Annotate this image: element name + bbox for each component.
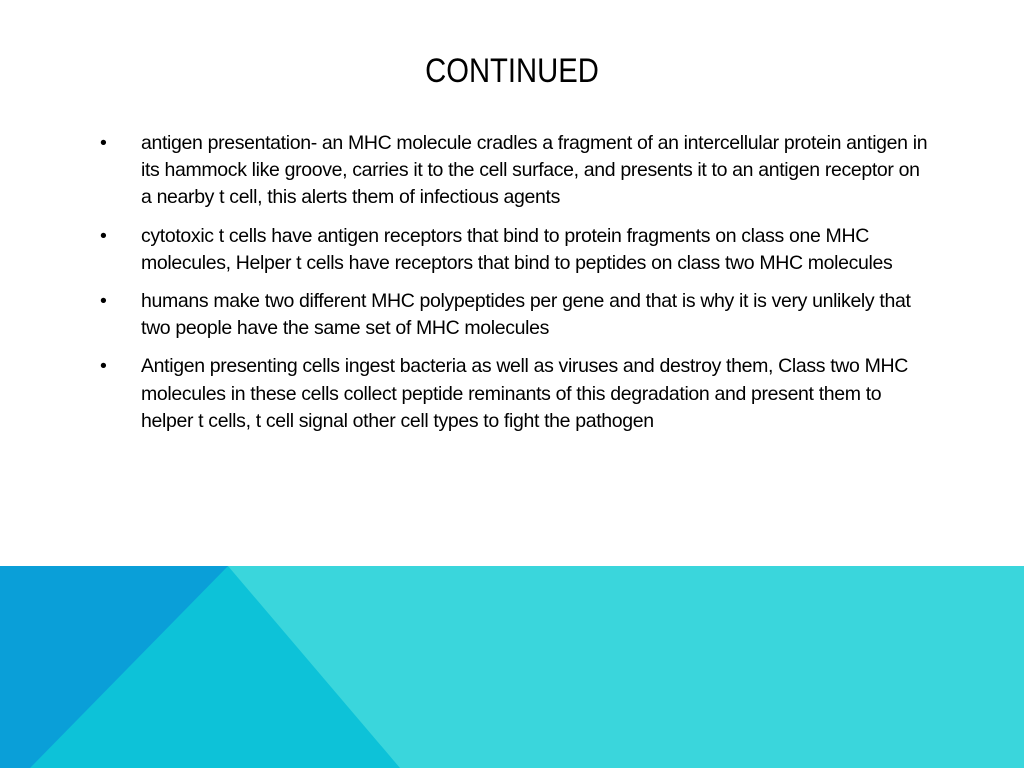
bullet-item [100,353,930,435]
bullet-list [100,130,930,446]
slide-title: CONTINUED [425,52,599,90]
bullet-dot-icon: • [100,290,107,313]
bullet-dot-icon: • [100,355,107,378]
bullet-text: antigen presentation- an MHC molecule cradles a fragment of an intercellular protein antigen in its hammock like groove, carries it to the cell surface, and presents it to an antigen receptor on a nearby t cell, this alerts them of infectious agents [141,132,928,209]
bullet-item [100,288,930,342]
bullet-text: Antigen presenting cells ingest bacteria as well as viruses and destroy them, Class two MHC molecules in these cells collect peptide reminants of this degradation and present them to helper t cells, t cell signal other cell types to fight the pathogen [141,355,908,432]
bullet-dot-icon: • [100,224,107,247]
decorative-color-band [0,566,1024,768]
bullet-item [100,223,930,277]
bullet-item [100,130,930,212]
bullet-text: cytotoxic t cells have antigen receptors that bind to protein fragments on class one MHC molecules, Helper t cells have receptors that bind to peptides on class two MHC molecules [141,224,893,274]
bullet-text: humans make two different MHC polypeptides per gene and that is why it is very unlikely that two people have the same set of MHC molecules [141,290,911,340]
bullet-dot-icon: • [100,132,107,154]
